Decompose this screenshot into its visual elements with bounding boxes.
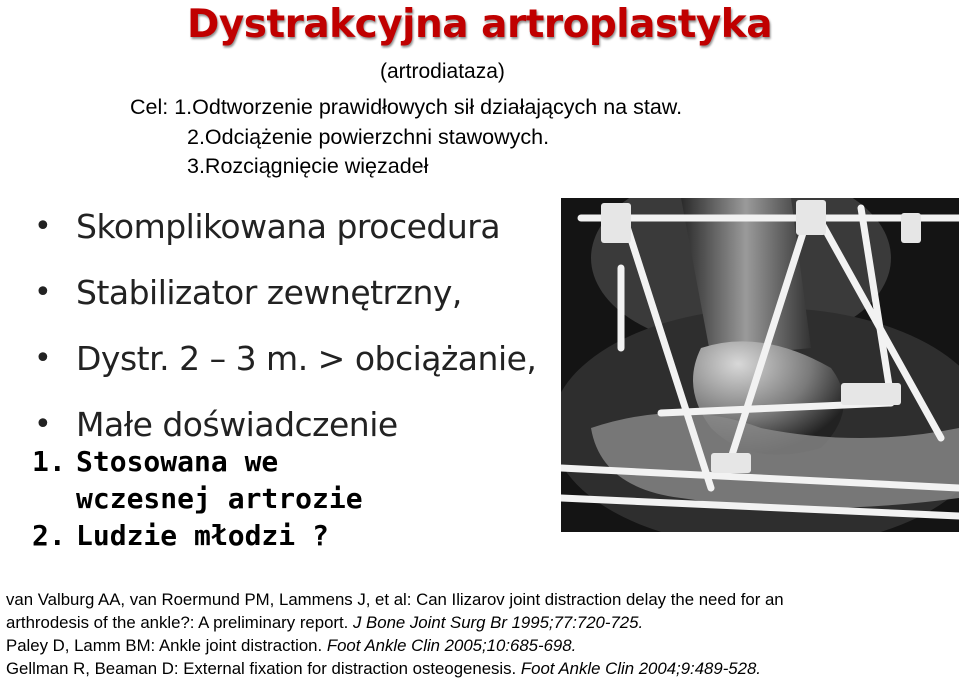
goal-row-2 (130, 123, 682, 153)
reference-1-text: arthrodesis of the ankle?: A preliminary report. (6, 613, 353, 632)
reference-3 (6, 657, 956, 680)
reference-3-text: Gellman R, Beaman D: External fixation for distraction osteogenesis. (6, 659, 521, 678)
reference-1-line-2 (6, 611, 956, 634)
numbered-list (32, 443, 363, 554)
numbered-item-text: wczesnej artrozie (76, 482, 363, 515)
xray-illustration (561, 198, 959, 532)
goal-item-1: 1.Odtworzenie prawidłowych sił działających na staw. (174, 95, 683, 119)
numbered-item-2 (32, 517, 363, 554)
reference-2-text: Paley D, Lamm BM: Ankle joint distraction. (6, 636, 327, 655)
bullet-text: Małe doświadczenie (76, 405, 398, 444)
slide-title: Dystrakcyjna artroplastyka (186, 2, 773, 47)
bullet-item (34, 260, 536, 326)
goals-block (130, 93, 682, 182)
bullet-item (34, 326, 536, 392)
numbered-item-text: Ludzie młodzi ? (76, 519, 329, 552)
numbered-item-number: 2. (32, 519, 66, 552)
goals-prefix: Cel: (130, 95, 175, 119)
ankle-xray-image (561, 198, 959, 532)
reference-2 (6, 634, 956, 657)
bullet-dot-icon: • (34, 275, 52, 310)
bullet-item (34, 194, 536, 260)
goal-item-2: 2.Odciążenie powierzchni stawowych. (187, 124, 550, 149)
goal-row-1 (130, 93, 682, 123)
reference-1-line-1: van Valburg AA, van Roermund PM, Lammens J, et al: Can Ilizarov joint distraction delay the need for an (6, 590, 784, 609)
bullet-text: Skomplikowana procedura (76, 207, 501, 246)
reference-1-journal: J Bone Joint Surg Br 1995;77:720-725. (353, 613, 644, 632)
bullet-text: Stabilizator zewnętrzny, (76, 273, 462, 312)
goal-row-3 (130, 152, 682, 182)
numbered-item-1-cont (32, 480, 363, 517)
numbered-item-number: 1. (32, 445, 66, 478)
bullet-dot-icon: • (34, 209, 52, 244)
bullet-text: Dystr. 2 – 3 m. > obciążanie, (76, 339, 537, 378)
bullet-dot-icon: • (34, 341, 52, 376)
goal-item-3: 3.Rozciągnięcie więzadeł (187, 154, 429, 178)
reference-2-journal: Foot Ankle Clin 2005;10:685-698. (326, 636, 577, 655)
bullet-list (34, 194, 536, 458)
slide-subtitle: (artrodiataza) (380, 60, 505, 83)
numbered-item-1 (32, 443, 363, 480)
numbered-item-text: Stosowana we (76, 445, 279, 478)
bullet-dot-icon: • (34, 407, 52, 442)
reference-3-journal: Foot Ankle Clin 2004;9:489-528. (520, 659, 761, 678)
references (6, 588, 956, 680)
